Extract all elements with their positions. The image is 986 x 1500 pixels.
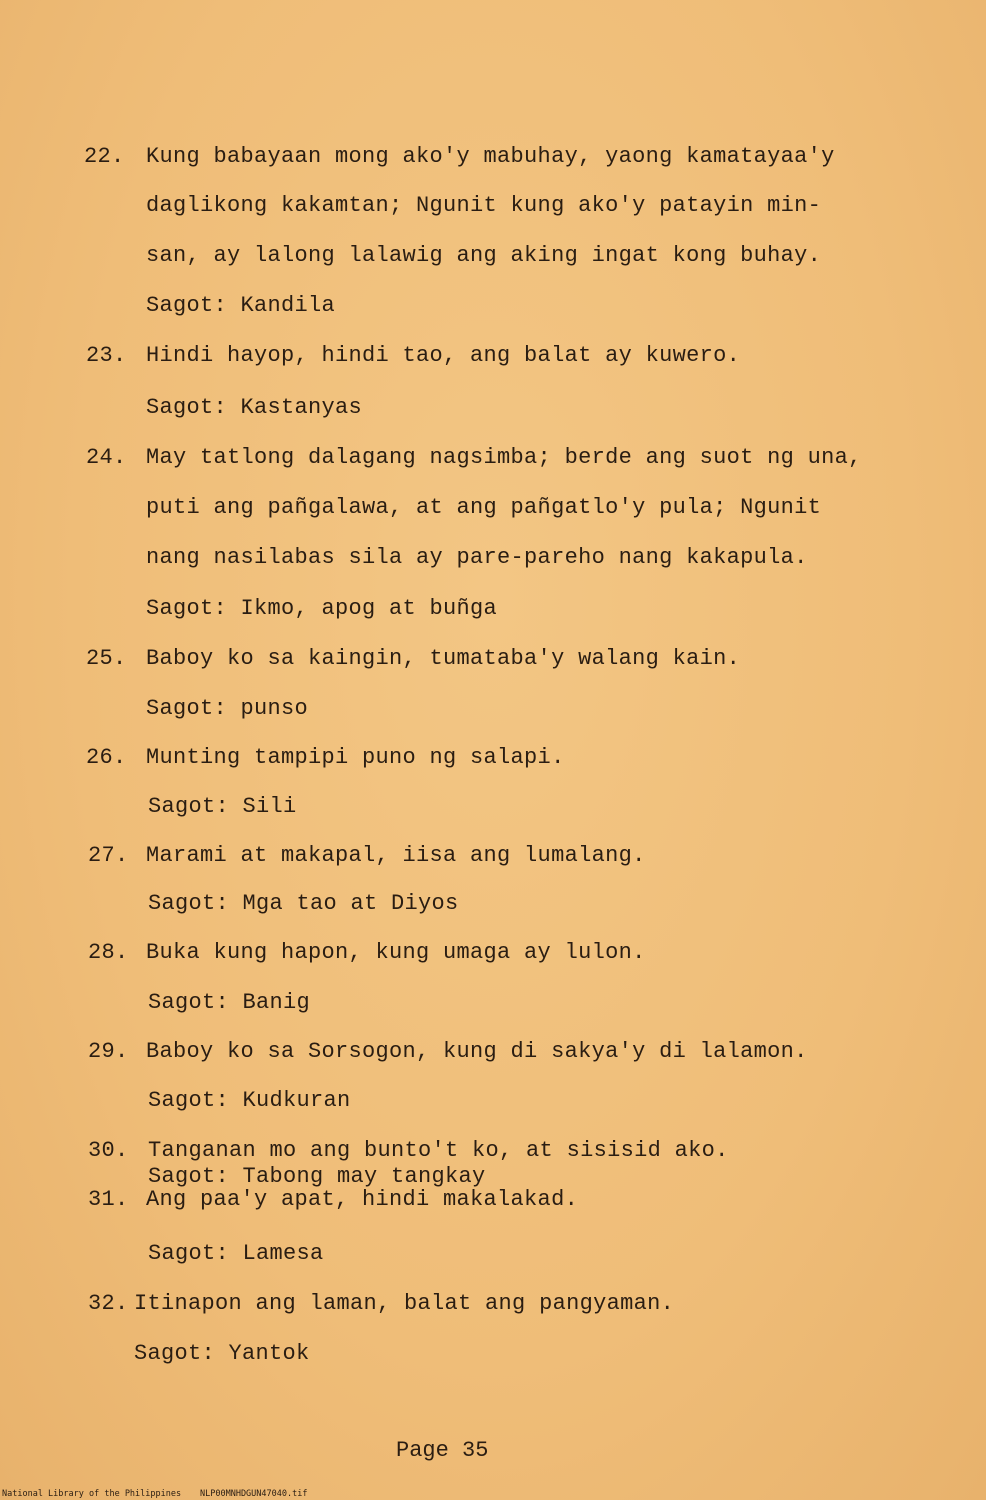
riddle-24-line-3: nang nasilabas sila ay pare-pareho nang kakapula. — [146, 545, 808, 570]
riddle-27-line-1: Marami at makapal, iisa ang lumalang. — [146, 843, 646, 868]
riddle-31-line-1: Ang paa'y apat, hindi makalakad. — [146, 1187, 579, 1212]
riddle-23-line-1: Hindi hayop, hindi tao, ang balat ay kuwero. — [146, 343, 741, 368]
riddle-26-number: 26. — [86, 745, 127, 770]
riddle-32-answer: Sagot: Yantok — [134, 1341, 310, 1366]
riddle-28-number: 28. — [88, 940, 129, 965]
riddle-23-answer: Sagot: Kastanyas — [146, 395, 363, 420]
riddle-29-number: 29. — [88, 1039, 129, 1064]
riddle-28-line-1: Buka kung hapon, kung umaga ay lulon. — [146, 940, 646, 965]
file-id: NLP00MNHDGUN47040.tif — [200, 1489, 308, 1499]
riddle-22-line-3: san, ay lalong lalawig ang aking ingat kong buhay. — [146, 243, 822, 268]
riddle-31-number: 31. — [88, 1187, 129, 1212]
riddle-22-answer: Sagot: Kandila — [146, 293, 336, 318]
riddle-30-number: 30. — [88, 1138, 129, 1163]
riddle-22-line-2: daglikong kakamtan; Ngunit kung ako'y patayin min- — [146, 193, 822, 218]
riddle-24-line-1: May tatlong dalagang nagsimba; berde ang suot ng una, — [146, 445, 862, 470]
riddle-24-line-2: puti ang pañgalawa, at ang pañgatlo'y pula; Ngunit — [146, 495, 822, 520]
riddle-23-number: 23. — [86, 343, 127, 368]
riddle-31-answer: Sagot: Lamesa — [148, 1241, 324, 1266]
riddle-29-line-1: Baboy ko sa Sorsogon, kung di sakya'y di lalamon. — [146, 1039, 808, 1064]
riddle-24-number: 24. — [86, 445, 127, 470]
riddle-27-number: 27. — [88, 843, 129, 868]
riddle-25-answer: Sagot: punso — [146, 696, 309, 721]
riddle-27-answer: Sagot: Mga tao at Diyos — [148, 891, 459, 916]
riddle-32-line-1: Itinapon ang laman, balat ang pangyaman. — [134, 1291, 675, 1316]
riddle-22-number: 22. — [84, 144, 125, 169]
riddle-28-answer: Sagot: Banig — [148, 990, 311, 1015]
riddle-24-answer: Sagot: Ikmo, apog at buñga — [146, 596, 498, 621]
library-credit: National Library of the Philippines — [2, 1489, 182, 1499]
riddle-25-line-1: Baboy ko sa kaingin, tumataba'y walang kain. — [146, 646, 741, 671]
riddle-32-number: 32. — [88, 1291, 129, 1316]
riddle-29-answer: Sagot: Kudkuran — [148, 1088, 351, 1113]
riddle-26-line-1: Munting tampipi puno ng salapi. — [146, 745, 565, 770]
riddle-30-answer: Sagot: Tabong may tangkay — [148, 1164, 486, 1189]
riddle-25-number: 25. — [86, 646, 127, 671]
riddle-30-line-1: Tanganan mo ang bunto't ko, at sisisid ako. — [148, 1138, 729, 1163]
riddle-22-line-1: Kung babayaan mong ako'y mabuhay, yaong kamatayaa'y — [146, 144, 835, 169]
riddle-26-answer: Sagot: Sili — [148, 794, 297, 819]
page-number: Page 35 — [396, 1438, 489, 1463]
